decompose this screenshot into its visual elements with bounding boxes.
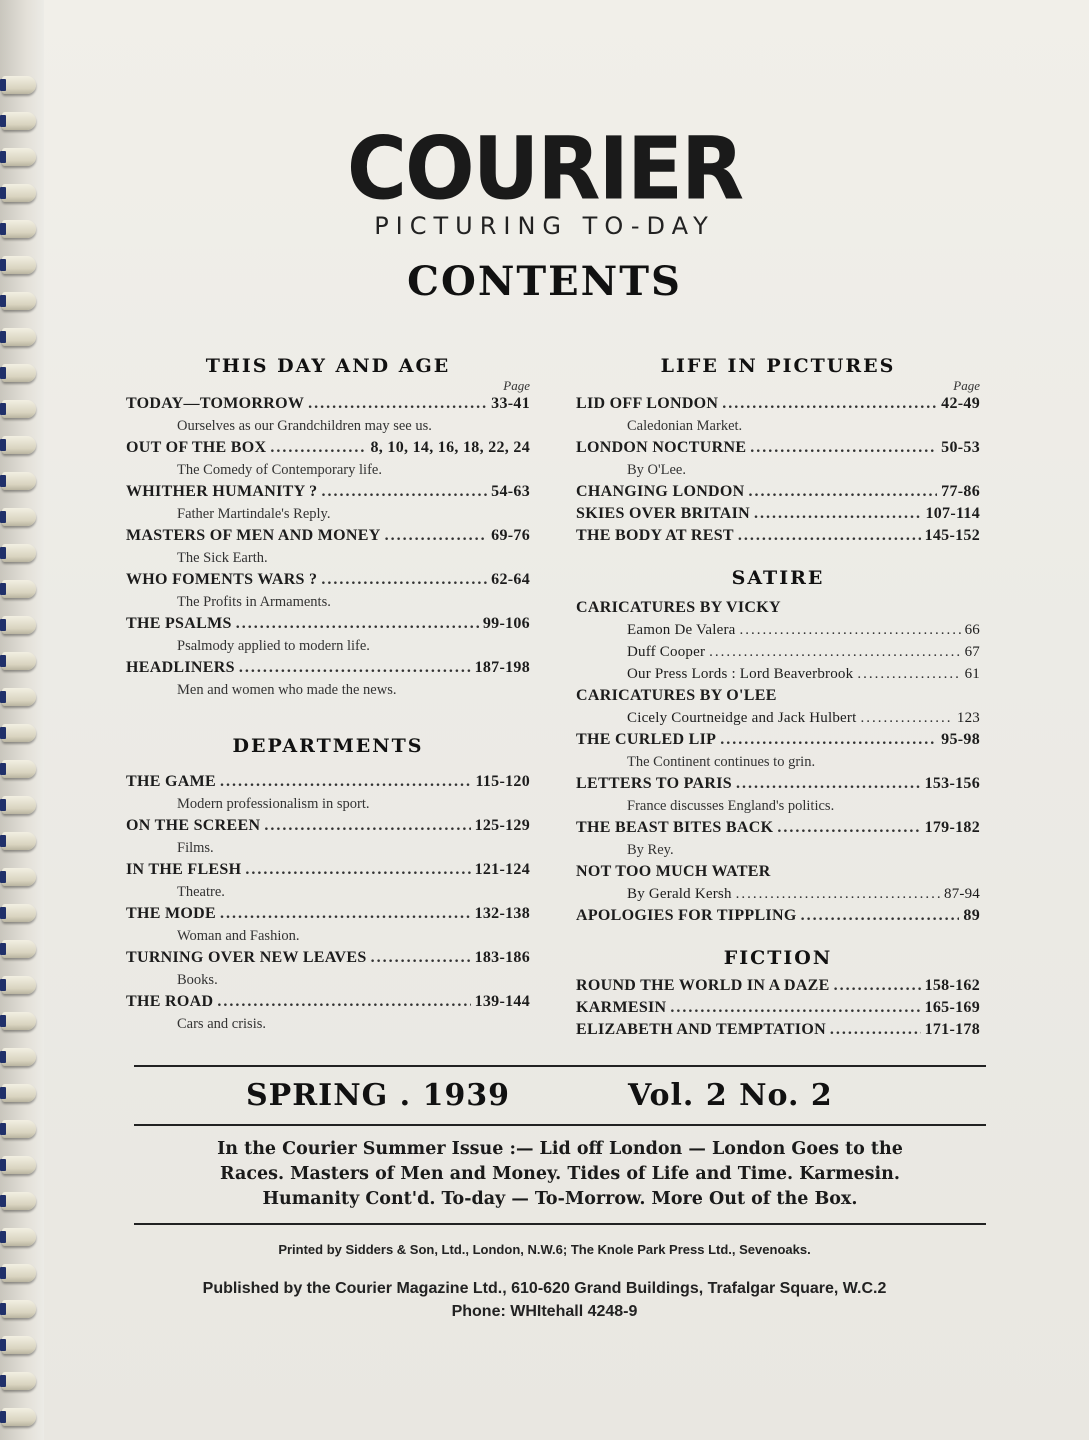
binding-ring xyxy=(2,976,36,994)
toc-entry: CARICATURES BY O'LEE xyxy=(576,687,777,704)
toc-entry: OUT OF THE BOX ..... 8, 10, 14, 16, 18, 22, 24 xyxy=(126,437,530,459)
printer-credit: Printed by Sidders & Son, Ltd., London, N.W.6; The Knole Park Press Ltd., Sevenoaks. xyxy=(278,1242,811,1257)
toc-entry-description: Father Martindale's Reply. xyxy=(177,506,331,522)
section-heading-life-in-pictures: LIFE IN PICTURES xyxy=(660,355,896,377)
toc-entry-description: By O'Lee. xyxy=(627,462,686,478)
toc-entry: TURNING OVER NEW LEAVES ..... 183-186 xyxy=(126,947,530,969)
toc-entry-description: The Profits in Armaments. xyxy=(177,594,331,610)
toc-entry: IN THE FLESH ..... 121-124 xyxy=(126,859,530,881)
toc-entry: CHANGING LONDON ..... 77-86 xyxy=(576,481,980,503)
binding-ring xyxy=(2,616,36,634)
toc-entry: NOT TOO MUCH WATER xyxy=(576,863,771,880)
binding-ring xyxy=(2,1192,36,1210)
toc-entry: LONDON NOCTURNE ..... 50-53 xyxy=(576,437,980,459)
binding-ring xyxy=(2,508,36,526)
binding-ring xyxy=(2,796,36,814)
toc-entry: ELIZABETH AND TEMPTATION ..... 171-178 xyxy=(576,1019,980,1041)
toc-entry: WHO FOMENTS WARS ? ..... 62-64 xyxy=(126,569,530,591)
binding-ring xyxy=(2,1372,36,1390)
toc-entry-description: Men and women who made the news. xyxy=(177,682,397,698)
toc-entry: MASTERS OF MEN AND MONEY ..... 69-76 xyxy=(126,525,530,547)
toc-entry: THE CURLED LIP ..... 95-98 xyxy=(576,729,980,751)
toc-entry: THE BEAST BITES BACK ..... 179-182 xyxy=(576,817,980,839)
divider xyxy=(134,1065,986,1067)
binding-ring xyxy=(2,1336,36,1354)
issue-line xyxy=(0,1078,1089,1118)
section-fiction xyxy=(576,975,980,1041)
binding-ring xyxy=(2,904,36,922)
magazine-title: COURIER xyxy=(346,119,743,220)
toc-entry: SKIES OVER BRITAIN ..... 107-114 xyxy=(576,503,980,525)
toc-entry-description: Ourselves as our Grandchildren may see us. xyxy=(177,418,432,434)
binding-ring xyxy=(2,940,36,958)
right-column xyxy=(576,355,980,1041)
toc-sub-entry: By Gerald Kersh ..... 87-94 xyxy=(576,883,980,905)
binding-ring xyxy=(2,400,36,418)
section-heading-this-day-and-age: THIS DAY AND AGE xyxy=(205,355,451,377)
toc-entry: TODAY—TOMORROW ..... 33-41 xyxy=(126,393,530,415)
binding-ring xyxy=(2,328,36,346)
binding-ring xyxy=(2,580,36,598)
toc-entry-description: Woman and Fashion. xyxy=(177,928,300,944)
binding-ring xyxy=(2,76,36,94)
toc-sub-entry: Our Press Lords : Lord Beaverbrook ..... 61 xyxy=(576,663,980,685)
toc-sub-entry: Duff Cooper ..... 67 xyxy=(576,641,980,663)
section-heading-fiction: FICTION xyxy=(723,947,833,969)
publisher-credit xyxy=(0,1277,1089,1323)
issue-season: SPRING . 1939 xyxy=(246,1078,511,1113)
toc-entry-description: Books. xyxy=(177,972,218,988)
toc-entry: ROUND THE WORLD IN A DAZE ..... 158-162 xyxy=(576,975,980,997)
binding-ring xyxy=(2,652,36,670)
section-life-in-pictures xyxy=(576,393,980,547)
toc-entry-description: By Rey. xyxy=(627,842,674,858)
page-column-label: Page xyxy=(503,378,530,393)
toc-entry: LETTERS TO PARIS ..... 153-156 xyxy=(576,773,980,795)
toc-entry-description: The Sick Earth. xyxy=(177,550,268,566)
toc-entry: WHITHER HUMANITY ? ..... 54-63 xyxy=(126,481,530,503)
issue-volume: Vol. 2 No. 2 xyxy=(628,1078,833,1113)
next-issue-teaser xyxy=(130,1137,990,1212)
binding-ring xyxy=(2,760,36,778)
toc-entry-description: Modern professionalism in sport. xyxy=(177,796,370,812)
binding-ring xyxy=(2,1048,36,1066)
toc-entry-description: Psalmody applied to modern life. xyxy=(177,638,370,654)
binding-ring xyxy=(2,724,36,742)
teaser-line: Humanity Cont'd. To-day — To-Morrow. More Out of the Box. xyxy=(262,1189,858,1209)
binding-ring xyxy=(2,688,36,706)
toc-entry: LID OFF LONDON ..... 42-49 xyxy=(576,393,980,415)
publisher-phone: Phone: WHItehall 4248-9 xyxy=(451,1303,638,1320)
teaser-line: Races. Masters of Men and Money. Tides of Life and Time. Karmesin. xyxy=(220,1164,900,1184)
binding-ring xyxy=(2,832,36,850)
binding-ring xyxy=(2,364,36,382)
divider xyxy=(134,1124,986,1126)
toc-entry-description: The Comedy of Contemporary life. xyxy=(177,462,382,478)
toc-entry: CARICATURES BY VICKY xyxy=(576,599,781,616)
toc-entry: THE PSALMS ..... 99-106 xyxy=(126,613,530,635)
toc-entry-description: The Continent continues to grin. xyxy=(627,754,816,770)
section-heading-satire: SATIRE xyxy=(731,567,825,589)
toc-entry-description: Films. xyxy=(177,840,214,856)
binding-ring xyxy=(2,1408,36,1426)
toc-entry: THE ROAD ..... 139-144 xyxy=(126,991,530,1013)
binding-ring xyxy=(2,1156,36,1174)
left-column xyxy=(126,355,530,1035)
binding-ring xyxy=(2,436,36,454)
binding-ring xyxy=(2,1012,36,1030)
toc-entry-description: Caledonian Market. xyxy=(627,418,743,434)
publisher-address: Published by the Courier Magazine Ltd., 610-620 Grand Buildings, Trafalgar Square, W.C.2 xyxy=(202,1280,887,1297)
divider xyxy=(134,1223,986,1225)
toc-sub-entry: Cicely Courtneidge and Jack Hulbert ..... 123 xyxy=(576,707,980,729)
toc-entry: KARMESIN ..... 165-169 xyxy=(576,997,980,1019)
binding-ring xyxy=(2,868,36,886)
toc-entry: THE MODE ..... 132-138 xyxy=(126,903,530,925)
toc-entry-description: France discusses England's politics. xyxy=(627,798,835,814)
toc-entry: THE GAME ..... 115-120 xyxy=(126,771,530,793)
binding-ring xyxy=(2,472,36,490)
magazine-subtitle: PICTURING TO-DAY xyxy=(374,212,715,240)
section-this-day-and-age xyxy=(126,393,530,701)
toc-sub-entry: Eamon De Valera ..... 66 xyxy=(576,619,980,641)
page-column-label: Page xyxy=(953,378,980,393)
binding-ring xyxy=(2,1120,36,1138)
binding-ring xyxy=(2,544,36,562)
section-satire xyxy=(576,597,980,927)
section-heading-departments: DEPARTMENTS xyxy=(232,735,424,757)
toc-entry: HEADLINERS ..... 187-198 xyxy=(126,657,530,679)
contents-heading: CONTENTS xyxy=(407,258,682,305)
toc-entry: APOLOGIES FOR TIPPLING ..... 89 xyxy=(576,905,980,927)
toc-entry: THE BODY AT REST ..... 145-152 xyxy=(576,525,980,547)
toc-entry: ON THE SCREEN ..... 125-129 xyxy=(126,815,530,837)
toc-entry-description: Theatre. xyxy=(177,884,225,900)
section-departments xyxy=(126,771,530,1035)
teaser-line: In the Courier Summer Issue :— Lid off London — London Goes to the xyxy=(217,1139,903,1159)
toc-entry-description: Cars and crisis. xyxy=(177,1016,266,1032)
